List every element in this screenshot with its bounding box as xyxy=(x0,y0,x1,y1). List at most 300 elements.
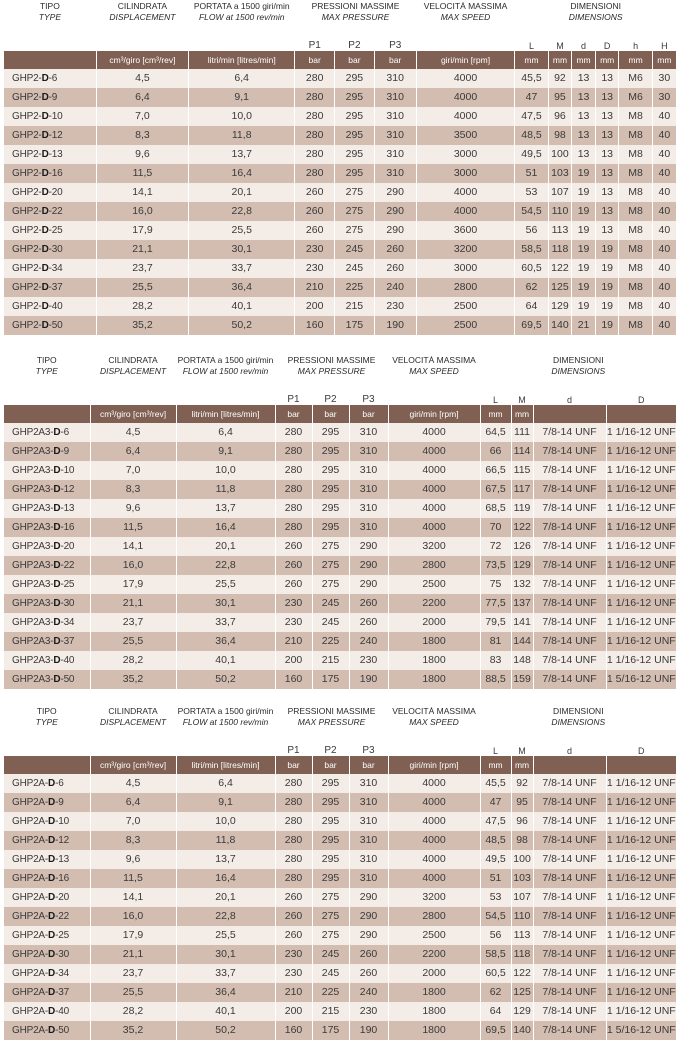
dimension-value: 69,5 xyxy=(480,1021,511,1040)
p2-value: 295 xyxy=(335,107,375,126)
dimension-value: 111 xyxy=(511,423,533,442)
dimension-value: 7/8-14 UNF xyxy=(533,594,606,613)
dimension-value: 60,5 xyxy=(480,964,511,983)
table-row xyxy=(4,278,676,297)
p1-value: 230 xyxy=(275,964,312,983)
dimension-value: M8 xyxy=(619,202,652,221)
flow-value: 25,5 xyxy=(176,575,275,594)
dimension-value: 129 xyxy=(548,297,572,316)
unit-flow: litri/min [litres/min] xyxy=(189,51,295,69)
dimension-value: 7/8-14 UNF xyxy=(533,632,606,651)
dim-col-label: L xyxy=(480,741,511,756)
unit-mm: mm xyxy=(511,756,533,774)
dimension-value: 88,5 xyxy=(480,670,511,689)
dimension-value: 1 1/16-12 UNF xyxy=(606,774,676,793)
speed-value: 2500 xyxy=(388,926,480,945)
dimension-value: 13 xyxy=(595,69,619,88)
dimension-value: 21 xyxy=(572,316,596,335)
dimension-value: M8 xyxy=(619,240,652,259)
dimension-value: 49,5 xyxy=(480,850,511,869)
p1-value: 280 xyxy=(295,164,335,183)
flow-value: 9,1 xyxy=(189,88,295,107)
dim-col-label: H xyxy=(661,41,668,51)
model-code: GHP2A-D-22 xyxy=(4,907,90,926)
table-row xyxy=(4,126,676,145)
dimension-value: 7/8-14 UNF xyxy=(533,480,606,499)
dimension-value: 1 1/16-12 UNF xyxy=(606,480,676,499)
dimension-value: 51 xyxy=(515,164,548,183)
model-code: GHP2A-D-30 xyxy=(4,945,90,964)
col-cilindrata: CILINDRATA DISPLACEMENT xyxy=(96,2,188,51)
dimension-value: 56 xyxy=(480,926,511,945)
model-code: GHP2-D-37 xyxy=(4,278,96,297)
flow-value: 33,7 xyxy=(176,613,275,632)
dimension-value: 40 xyxy=(652,278,676,297)
dimension-value: 122 xyxy=(548,259,572,278)
dimension-value: 1 1/16-12 UNF xyxy=(606,812,676,831)
col-p3: P3 xyxy=(349,741,388,756)
displacement-value: 7,0 xyxy=(90,461,176,480)
model-code: GHP2-D-25 xyxy=(4,221,96,240)
dimension-value: 13 xyxy=(572,88,596,107)
col-dimensioni: DIMENSIONI DIMENSIONS xyxy=(551,356,606,376)
speed-value: 4000 xyxy=(388,480,480,499)
flow-value: 22,8 xyxy=(189,202,295,221)
unit-mm: mm xyxy=(515,51,548,69)
dimension-value: M8 xyxy=(619,126,652,145)
speed-value: 4000 xyxy=(388,869,480,888)
p3-value: 290 xyxy=(349,907,388,926)
col-p1: P1 xyxy=(295,36,335,51)
speed-value: 2500 xyxy=(416,316,515,335)
flow-value: 50,2 xyxy=(176,670,275,689)
dimension-value: 47 xyxy=(515,88,548,107)
dimension-value: 7/8-14 UNF xyxy=(533,613,606,632)
model-code: GHP2-D-20 xyxy=(4,183,96,202)
speed-value: 3000 xyxy=(416,145,515,164)
p3-value: 310 xyxy=(349,774,388,793)
p1-value: 160 xyxy=(275,1021,312,1040)
p2-value: 245 xyxy=(312,945,349,964)
table-row xyxy=(4,423,676,442)
dimension-value: 7/8-14 UNF xyxy=(533,670,606,689)
col-cilindrata: CILINDRATA DISPLACEMENT xyxy=(90,707,176,756)
flow-value: 40,1 xyxy=(189,297,295,316)
dimension-value: 117 xyxy=(511,480,533,499)
p3-value: 290 xyxy=(374,183,416,202)
unit-mm: mm xyxy=(572,51,596,69)
table-row xyxy=(4,107,676,126)
unit-pressure: bar xyxy=(275,756,312,774)
unit-mm: mm xyxy=(480,405,511,423)
dimension-value: 48,5 xyxy=(515,126,548,145)
dimension-value: 1 1/16-12 UNF xyxy=(606,793,676,812)
dim-col-label: M xyxy=(511,390,533,405)
table-row xyxy=(4,964,676,983)
dimension-value: 40 xyxy=(652,221,676,240)
dimension-value: 118 xyxy=(511,945,533,964)
units-row xyxy=(4,756,676,774)
flow-value: 13,7 xyxy=(176,850,275,869)
dimension-value: 48,5 xyxy=(480,831,511,850)
displacement-value: 21,1 xyxy=(90,594,176,613)
p2-value: 275 xyxy=(312,888,349,907)
dimension-value: 1 1/16-12 UNF xyxy=(606,499,676,518)
dimension-value: 19 xyxy=(572,297,596,316)
flow-value: 25,5 xyxy=(176,926,275,945)
dimension-value: 66 xyxy=(480,442,511,461)
spec-table-ghp2a xyxy=(4,707,676,1040)
p2-value: 295 xyxy=(312,499,349,518)
speed-value: 4000 xyxy=(388,831,480,850)
p2-value: 295 xyxy=(312,518,349,537)
dimension-value: 1 1/16-12 UNF xyxy=(606,869,676,888)
dimension-value: 13 xyxy=(595,202,619,221)
model-code: GHP2A-D-12 xyxy=(4,831,90,850)
dimension-value: 19 xyxy=(595,316,619,335)
p1-value: 280 xyxy=(275,831,312,850)
table-row xyxy=(4,183,676,202)
model-code: GHP2A3-D-22 xyxy=(4,556,90,575)
dim-col-label: D xyxy=(638,746,645,756)
dimension-value: 19 xyxy=(572,278,596,297)
p3-value: 240 xyxy=(349,632,388,651)
speed-value: 2200 xyxy=(388,945,480,964)
unit-displacement: cm³/giro [cm³/rev] xyxy=(96,51,188,69)
p3-value: 240 xyxy=(349,983,388,1002)
unit-flow: litri/min [litres/min] xyxy=(176,756,275,774)
dimension-value: 137 xyxy=(511,594,533,613)
spec-table-ghp2 xyxy=(4,2,676,335)
dimension-value: 7/8-14 UNF xyxy=(533,983,606,1002)
speed-value: 4000 xyxy=(388,442,480,461)
model-code: GHP2A-D-6 xyxy=(4,774,90,793)
col-portata: PORTATA a 1500 giri/min FLOW at 1500 rev/min xyxy=(176,356,275,405)
dimension-value: 107 xyxy=(548,183,572,202)
flow-value: 30,1 xyxy=(176,594,275,613)
p2-value: 225 xyxy=(312,983,349,1002)
displacement-value: 4,5 xyxy=(90,423,176,442)
p2-value: 225 xyxy=(335,278,375,297)
p1-value: 230 xyxy=(275,613,312,632)
flow-value: 50,2 xyxy=(189,316,295,335)
dimension-value: 77,5 xyxy=(480,594,511,613)
col-p2: P2 xyxy=(312,741,349,756)
p2-value: 245 xyxy=(312,964,349,983)
dimension-value: 68,5 xyxy=(480,499,511,518)
p1-value: 280 xyxy=(275,423,312,442)
col-pressioni: PRESSIONI MASSIME MAX PRESSURE xyxy=(275,356,388,390)
unit-pressure: bar xyxy=(349,756,388,774)
flow-value: 11,8 xyxy=(176,480,275,499)
model-code: GHP2-D-50 xyxy=(4,316,96,335)
dimension-value: M8 xyxy=(619,164,652,183)
p3-value: 310 xyxy=(349,793,388,812)
dimension-value: 72 xyxy=(480,537,511,556)
p3-value: 290 xyxy=(374,221,416,240)
dimension-value: 13 xyxy=(572,69,596,88)
dimension-value: 62 xyxy=(515,278,548,297)
speed-value: 3600 xyxy=(416,221,515,240)
displacement-value: 35,2 xyxy=(90,670,176,689)
unit-pressure: bar xyxy=(275,405,312,423)
displacement-value: 25,5 xyxy=(90,983,176,1002)
flow-value: 6,4 xyxy=(176,774,275,793)
dimension-value: 98 xyxy=(511,831,533,850)
p1-value: 280 xyxy=(275,793,312,812)
displacement-value: 16,0 xyxy=(96,202,188,221)
dimension-value: 113 xyxy=(511,926,533,945)
table-row xyxy=(4,499,676,518)
table-row xyxy=(4,632,676,651)
p2-value: 295 xyxy=(335,164,375,183)
p3-value: 310 xyxy=(349,423,388,442)
model-code: GHP2A3-D-13 xyxy=(4,499,90,518)
dimension-value: 7/8-14 UNF xyxy=(533,442,606,461)
model-code: GHP2A-D-10 xyxy=(4,812,90,831)
speed-value: 4000 xyxy=(388,774,480,793)
flow-value: 36,4 xyxy=(176,983,275,1002)
p3-value: 260 xyxy=(349,945,388,964)
unit-speed: giri/min [rpm] xyxy=(388,405,480,423)
table-row xyxy=(4,670,676,689)
p3-value: 260 xyxy=(374,240,416,259)
p1-value: 230 xyxy=(275,594,312,613)
model-code: GHP2A3-D-50 xyxy=(4,670,90,689)
p3-value: 290 xyxy=(349,575,388,594)
dimension-value: 53 xyxy=(480,888,511,907)
unit-pressure: bar xyxy=(335,51,375,69)
p1-value: 280 xyxy=(275,461,312,480)
table-row xyxy=(4,926,676,945)
dimension-value: 81 xyxy=(480,632,511,651)
p2-value: 295 xyxy=(312,480,349,499)
dimension-value: 114 xyxy=(511,442,533,461)
dimension-value: 40 xyxy=(652,316,676,335)
table-row xyxy=(4,88,676,107)
dimension-value: M8 xyxy=(619,316,652,335)
flow-value: 13,7 xyxy=(189,145,295,164)
col-portata: PORTATA a 1500 giri/min FLOW at 1500 rev/min xyxy=(176,707,275,756)
dim-col-label: L xyxy=(480,390,511,405)
displacement-value: 4,5 xyxy=(90,774,176,793)
dimension-value: 100 xyxy=(548,145,572,164)
dimension-value: 7/8-14 UNF xyxy=(533,926,606,945)
model-code: GHP2A3-D-30 xyxy=(4,594,90,613)
table-row xyxy=(4,145,676,164)
col-dimensioni: DIMENSIONI DIMENSIONS xyxy=(551,707,606,727)
unit-displacement: cm³/giro [cm³/rev] xyxy=(90,405,176,423)
table-row xyxy=(4,613,676,632)
flow-value: 10,0 xyxy=(176,812,275,831)
speed-value: 4000 xyxy=(388,850,480,869)
p2-value: 275 xyxy=(335,221,375,240)
p1-value: 260 xyxy=(275,926,312,945)
dimension-value: 69,5 xyxy=(515,316,548,335)
p2-value: 275 xyxy=(312,556,349,575)
speed-value: 2800 xyxy=(416,278,515,297)
dimension-value: 7/8-14 UNF xyxy=(533,556,606,575)
p1-value: 210 xyxy=(295,278,335,297)
table-row xyxy=(4,240,676,259)
p3-value: 260 xyxy=(349,613,388,632)
flow-value: 40,1 xyxy=(176,1002,275,1021)
col-pressioni: PRESSIONI MASSIME MAX PRESSURE xyxy=(275,707,388,741)
dimension-value: 113 xyxy=(548,221,572,240)
dimension-value: 54,5 xyxy=(515,202,548,221)
displacement-value: 28,2 xyxy=(90,651,176,670)
dimension-value: 107 xyxy=(511,888,533,907)
flow-value: 22,8 xyxy=(176,556,275,575)
model-code: GHP2-D-22 xyxy=(4,202,96,221)
dimension-value: 49,5 xyxy=(515,145,548,164)
col-p1: P1 xyxy=(275,390,312,405)
unit-mm: mm xyxy=(619,51,652,69)
dimension-value: 79,5 xyxy=(480,613,511,632)
p3-value: 310 xyxy=(349,461,388,480)
speed-value: 3200 xyxy=(388,537,480,556)
p1-value: 210 xyxy=(275,632,312,651)
model-code: GHP2-D-16 xyxy=(4,164,96,183)
table-row xyxy=(4,1021,676,1040)
col-p1: P1 xyxy=(275,741,312,756)
col-p3: P3 xyxy=(349,390,388,405)
dimension-value: M8 xyxy=(619,221,652,240)
dimension-value: 110 xyxy=(511,907,533,926)
model-code: GHP2A-D-50 xyxy=(4,1021,90,1040)
displacement-value: 11,5 xyxy=(90,869,176,888)
col-cilindrata: CILINDRATA DISPLACEMENT xyxy=(90,356,176,405)
dimension-value: M8 xyxy=(619,145,652,164)
table-row xyxy=(4,907,676,926)
dimension-value: 7/8-14 UNF xyxy=(533,461,606,480)
dimension-value: 122 xyxy=(511,964,533,983)
col-p3: P3 xyxy=(374,36,416,51)
dimension-value: 54,5 xyxy=(480,907,511,926)
displacement-value: 11,5 xyxy=(96,164,188,183)
dimension-value: 40 xyxy=(652,259,676,278)
flow-value: 11,8 xyxy=(176,831,275,850)
dimension-value: 40 xyxy=(652,202,676,221)
dimension-value: 47 xyxy=(480,793,511,812)
dimension-value: M8 xyxy=(619,107,652,126)
dimension-value: 13 xyxy=(595,145,619,164)
dimension-value: 30 xyxy=(652,69,676,88)
dimension-value: 13 xyxy=(595,221,619,240)
p2-value: 275 xyxy=(312,537,349,556)
dimension-value: 7/8-14 UNF xyxy=(533,945,606,964)
dimension-value: 60,5 xyxy=(515,259,548,278)
col-tipo: TIPO TYPE xyxy=(4,356,90,405)
dimension-value: 19 xyxy=(572,202,596,221)
col-velocita: VELOCITÀ MASSIMA MAX SPEED xyxy=(388,707,480,756)
dimension-value: 95 xyxy=(548,88,572,107)
p2-value: 295 xyxy=(335,69,375,88)
speed-value: 2500 xyxy=(388,575,480,594)
dim-col-label: d xyxy=(533,741,606,756)
flow-value: 36,4 xyxy=(189,278,295,297)
flow-value: 25,5 xyxy=(189,221,295,240)
displacement-value: 14,1 xyxy=(90,888,176,907)
dimension-value: 47,5 xyxy=(480,812,511,831)
p3-value: 310 xyxy=(374,126,416,145)
p1-value: 160 xyxy=(295,316,335,335)
unit-pressure: bar xyxy=(312,405,349,423)
table-row xyxy=(4,69,676,88)
p3-value: 310 xyxy=(349,850,388,869)
col-tipo: TIPO TYPE xyxy=(4,707,90,756)
dimension-value: 19 xyxy=(595,278,619,297)
dimension-value: 7/8-14 UNF xyxy=(533,793,606,812)
displacement-value: 21,1 xyxy=(90,945,176,964)
dimension-value: 45,5 xyxy=(480,774,511,793)
dimension-value: 19 xyxy=(572,164,596,183)
flow-value: 36,4 xyxy=(176,632,275,651)
p3-value: 190 xyxy=(349,1021,388,1040)
flow-value: 16,4 xyxy=(176,869,275,888)
p2-value: 175 xyxy=(312,670,349,689)
displacement-value: 17,9 xyxy=(96,221,188,240)
displacement-value: 25,5 xyxy=(96,278,188,297)
dimension-value: 7/8-14 UNF xyxy=(533,499,606,518)
flow-value: 30,1 xyxy=(189,240,295,259)
flow-value: 33,7 xyxy=(176,964,275,983)
dimension-value: 53 xyxy=(515,183,548,202)
dimension-value: 1 1/16-12 UNF xyxy=(606,423,676,442)
speed-value: 2500 xyxy=(416,297,515,316)
flow-value: 13,7 xyxy=(176,499,275,518)
speed-value: 2200 xyxy=(388,594,480,613)
model-code: GHP2A3-D-25 xyxy=(4,575,90,594)
model-code: GHP2A3-D-9 xyxy=(4,442,90,461)
dimension-value: 95 xyxy=(511,793,533,812)
p3-value: 310 xyxy=(374,88,416,107)
p3-value: 290 xyxy=(349,888,388,907)
dimension-value: M8 xyxy=(619,183,652,202)
p2-value: 215 xyxy=(312,1002,349,1021)
p3-value: 190 xyxy=(374,316,416,335)
model-code: GHP2A3-D-37 xyxy=(4,632,90,651)
dimension-value: 1 1/16-12 UNF xyxy=(606,945,676,964)
speed-value: 3000 xyxy=(416,259,515,278)
speed-value: 1800 xyxy=(388,1002,480,1021)
dimension-value: 7/8-14 UNF xyxy=(533,518,606,537)
displacement-value: 23,7 xyxy=(96,259,188,278)
dimension-value: 1 1/16-12 UNF xyxy=(606,850,676,869)
displacement-value: 6,4 xyxy=(90,793,176,812)
p2-value: 275 xyxy=(312,926,349,945)
dim-col-label: D xyxy=(638,395,645,405)
table-row xyxy=(4,812,676,831)
flow-value: 6,4 xyxy=(176,423,275,442)
p2-value: 245 xyxy=(312,594,349,613)
units-row xyxy=(4,405,676,423)
p2-value: 245 xyxy=(335,259,375,278)
dimension-value: 19 xyxy=(572,183,596,202)
dimension-value: 1 1/16-12 UNF xyxy=(606,461,676,480)
p1-value: 200 xyxy=(275,651,312,670)
dimension-value: 19 xyxy=(572,259,596,278)
dimension-value: 98 xyxy=(548,126,572,145)
p3-value: 310 xyxy=(349,869,388,888)
speed-value: 3200 xyxy=(388,888,480,907)
speed-value: 2800 xyxy=(388,907,480,926)
displacement-value: 35,2 xyxy=(90,1021,176,1040)
dimension-value: 7/8-14 UNF xyxy=(533,1021,606,1040)
table-row xyxy=(4,888,676,907)
dimension-value: 40 xyxy=(652,107,676,126)
dimension-value: 13 xyxy=(595,88,619,107)
